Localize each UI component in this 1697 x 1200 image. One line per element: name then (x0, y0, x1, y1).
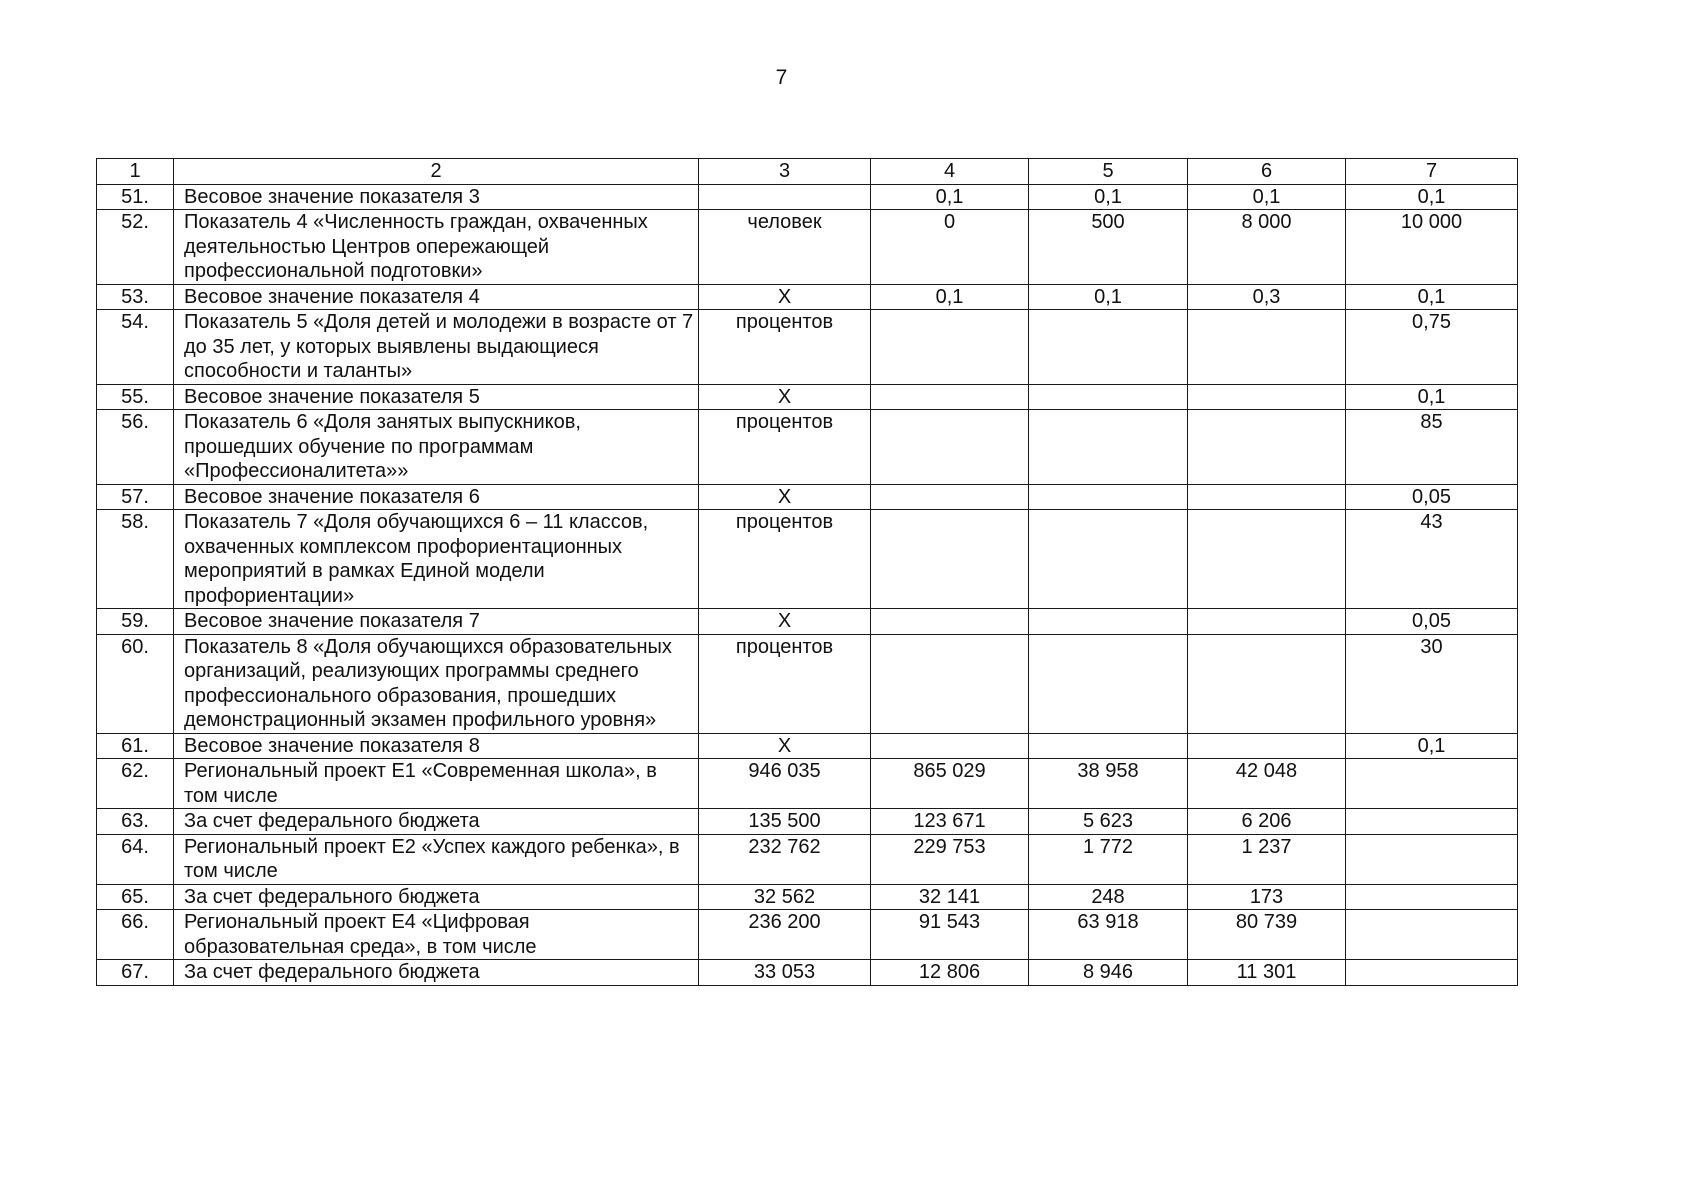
column-7-cell: 43 (1346, 510, 1518, 609)
column-5-cell: 38 958 (1029, 759, 1188, 809)
column-4-cell: 91 543 (871, 910, 1029, 960)
column-header-6: 6 (1188, 159, 1346, 185)
indicator-table (96, 158, 1518, 986)
column-5-cell (1029, 510, 1188, 609)
column-header-3: 3 (699, 159, 871, 185)
column-3-cell: процентов (699, 410, 871, 485)
column-7-cell (1346, 884, 1518, 910)
indicator-name-cell: Весовое значение показателя 7 (174, 609, 699, 635)
column-6-cell: 0,3 (1188, 284, 1346, 310)
column-5-cell (1029, 634, 1188, 733)
column-3-cell (699, 184, 871, 210)
column-header-4: 4 (871, 159, 1029, 185)
column-7-cell (1346, 834, 1518, 884)
column-6-cell: 1 237 (1188, 834, 1346, 884)
column-3-cell: процентов (699, 634, 871, 733)
column-4-cell: 865 029 (871, 759, 1029, 809)
table-row (97, 809, 1518, 835)
table-row (97, 510, 1518, 609)
column-3-cell: процентов (699, 310, 871, 385)
column-4-cell: 229 753 (871, 834, 1029, 884)
column-3-cell: 232 762 (699, 834, 871, 884)
column-5-cell (1029, 384, 1188, 410)
row-number-cell: 66. (97, 910, 174, 960)
column-4-cell: 0 (871, 210, 1029, 285)
indicator-name-cell: Показатель 5 «Доля детей и молодежи в возрасте от 7 до 35 лет, у которых выявлены выдающиеся способности и таланты» (174, 310, 699, 385)
column-6-cell: 6 206 (1188, 809, 1346, 835)
table-row (97, 210, 1518, 285)
column-6-cell: 173 (1188, 884, 1346, 910)
column-7-cell (1346, 910, 1518, 960)
column-6-cell (1188, 634, 1346, 733)
indicator-name-cell: Весовое значение показателя 6 (174, 484, 699, 510)
column-4-cell: 32 141 (871, 884, 1029, 910)
column-5-cell: 0,1 (1029, 184, 1188, 210)
column-4-cell (871, 410, 1029, 485)
page-number: 7 (775, 66, 788, 89)
column-6-cell (1188, 510, 1346, 609)
column-6-cell (1188, 410, 1346, 485)
column-7-cell: 85 (1346, 410, 1518, 485)
column-6-cell (1188, 484, 1346, 510)
indicator-name-cell: Показатель 8 «Доля обучающихся образовательных организаций, реализующих программы среднего профессионального образования, прошедших демонстрационный экзамен профильного уровня» (174, 634, 699, 733)
column-5-cell: 500 (1029, 210, 1188, 285)
row-number-cell: 57. (97, 484, 174, 510)
column-7-cell: 0,1 (1346, 184, 1518, 210)
indicator-name-cell: Весовое значение показателя 8 (174, 733, 699, 759)
column-5-cell (1029, 410, 1188, 485)
column-7-cell (1346, 809, 1518, 835)
indicator-name-cell: Показатель 7 «Доля обучающихся 6 – 11 классов, охваченных комплексом профориентационных мероприятий в рамках Единой модели профориентации» (174, 510, 699, 609)
indicator-name-cell: За счет федерального бюджета (174, 960, 699, 986)
column-7-cell: 30 (1346, 634, 1518, 733)
indicator-name-cell: За счет федерального бюджета (174, 809, 699, 835)
table-row (97, 184, 1518, 210)
table-row (97, 834, 1518, 884)
column-7-cell (1346, 759, 1518, 809)
column-3-cell: Х (699, 484, 871, 510)
column-4-cell (871, 609, 1029, 635)
column-7-cell: 10 000 (1346, 210, 1518, 285)
table-row (97, 284, 1518, 310)
table-row (97, 759, 1518, 809)
row-number-cell: 62. (97, 759, 174, 809)
column-6-cell (1188, 384, 1346, 410)
row-number-cell: 51. (97, 184, 174, 210)
column-6-cell (1188, 609, 1346, 635)
column-4-cell (871, 510, 1029, 609)
table-row (97, 410, 1518, 485)
column-3-cell: 135 500 (699, 809, 871, 835)
column-5-cell: 248 (1029, 884, 1188, 910)
column-5-cell: 63 918 (1029, 910, 1188, 960)
column-6-cell: 11 301 (1188, 960, 1346, 986)
indicator-name-cell: Весовое значение показателя 3 (174, 184, 699, 210)
column-5-cell (1029, 609, 1188, 635)
column-4-cell: 0,1 (871, 284, 1029, 310)
column-6-cell: 8 000 (1188, 210, 1346, 285)
row-number-cell: 65. (97, 884, 174, 910)
table-row (97, 733, 1518, 759)
column-4-cell: 123 671 (871, 809, 1029, 835)
row-number-cell: 58. (97, 510, 174, 609)
row-number-cell: 61. (97, 733, 174, 759)
column-7-cell: 0,1 (1346, 733, 1518, 759)
column-5-cell: 5 623 (1029, 809, 1188, 835)
indicator-name-cell: За счет федерального бюджета (174, 884, 699, 910)
column-3-cell: человек (699, 210, 871, 285)
column-5-cell: 8 946 (1029, 960, 1188, 986)
row-number-cell: 53. (97, 284, 174, 310)
column-5-cell (1029, 484, 1188, 510)
column-6-cell (1188, 733, 1346, 759)
column-4-cell: 0,1 (871, 184, 1029, 210)
column-7-cell (1346, 960, 1518, 986)
table-row (97, 634, 1518, 733)
column-3-cell: Х (699, 384, 871, 410)
column-4-cell: 12 806 (871, 960, 1029, 986)
row-number-cell: 64. (97, 834, 174, 884)
row-number-cell: 60. (97, 634, 174, 733)
row-number-cell: 56. (97, 410, 174, 485)
indicator-name-cell: Региональный проект Е2 «Успех каждого ребенка», в том числе (174, 834, 699, 884)
column-4-cell (871, 484, 1029, 510)
column-3-cell: Х (699, 733, 871, 759)
column-5-cell: 1 772 (1029, 834, 1188, 884)
column-7-cell: 0,75 (1346, 310, 1518, 385)
column-6-cell: 0,1 (1188, 184, 1346, 210)
column-5-cell: 0,1 (1029, 284, 1188, 310)
column-5-cell (1029, 310, 1188, 385)
column-7-cell: 0,05 (1346, 484, 1518, 510)
column-5-cell (1029, 733, 1188, 759)
column-4-cell (871, 310, 1029, 385)
column-6-cell: 42 048 (1188, 759, 1346, 809)
column-3-cell: 236 200 (699, 910, 871, 960)
column-3-cell: процентов (699, 510, 871, 609)
indicator-name-cell: Показатель 4 «Численность граждан, охваченных деятельностью Центров опережающей профессиональной подготовки» (174, 210, 699, 285)
column-7-cell: 0,1 (1346, 284, 1518, 310)
table-row (97, 484, 1518, 510)
row-number-cell: 54. (97, 310, 174, 385)
row-number-cell: 55. (97, 384, 174, 410)
table-row (97, 884, 1518, 910)
table-header-row (97, 159, 1518, 185)
column-header-2: 2 (174, 159, 699, 185)
row-number-cell: 52. (97, 210, 174, 285)
table-row (97, 310, 1518, 385)
column-3-cell: 32 562 (699, 884, 871, 910)
table-row (97, 910, 1518, 960)
row-number-cell: 59. (97, 609, 174, 635)
column-3-cell: 946 035 (699, 759, 871, 809)
column-header-1: 1 (97, 159, 174, 185)
indicator-name-cell: Региональный проект Е4 «Цифровая образовательная среда», в том числе (174, 910, 699, 960)
column-3-cell: Х (699, 284, 871, 310)
column-6-cell: 80 739 (1188, 910, 1346, 960)
indicator-name-cell: Весовое значение показателя 4 (174, 284, 699, 310)
column-header-5: 5 (1029, 159, 1188, 185)
table-row (97, 960, 1518, 986)
row-number-cell: 63. (97, 809, 174, 835)
indicator-name-cell: Показатель 6 «Доля занятых выпускников, прошедших обучение по программам «Профессионалитета»» (174, 410, 699, 485)
row-number-cell: 67. (97, 960, 174, 986)
column-6-cell (1188, 310, 1346, 385)
table-row (97, 384, 1518, 410)
column-4-cell (871, 733, 1029, 759)
column-4-cell (871, 634, 1029, 733)
column-3-cell: Х (699, 609, 871, 635)
column-7-cell: 0,1 (1346, 384, 1518, 410)
column-4-cell (871, 384, 1029, 410)
indicator-name-cell: Весовое значение показателя 5 (174, 384, 699, 410)
column-3-cell: 33 053 (699, 960, 871, 986)
indicator-name-cell: Региональный проект Е1 «Современная школа», в том числе (174, 759, 699, 809)
column-7-cell: 0,05 (1346, 609, 1518, 635)
table-row (97, 609, 1518, 635)
column-header-7: 7 (1346, 159, 1518, 185)
